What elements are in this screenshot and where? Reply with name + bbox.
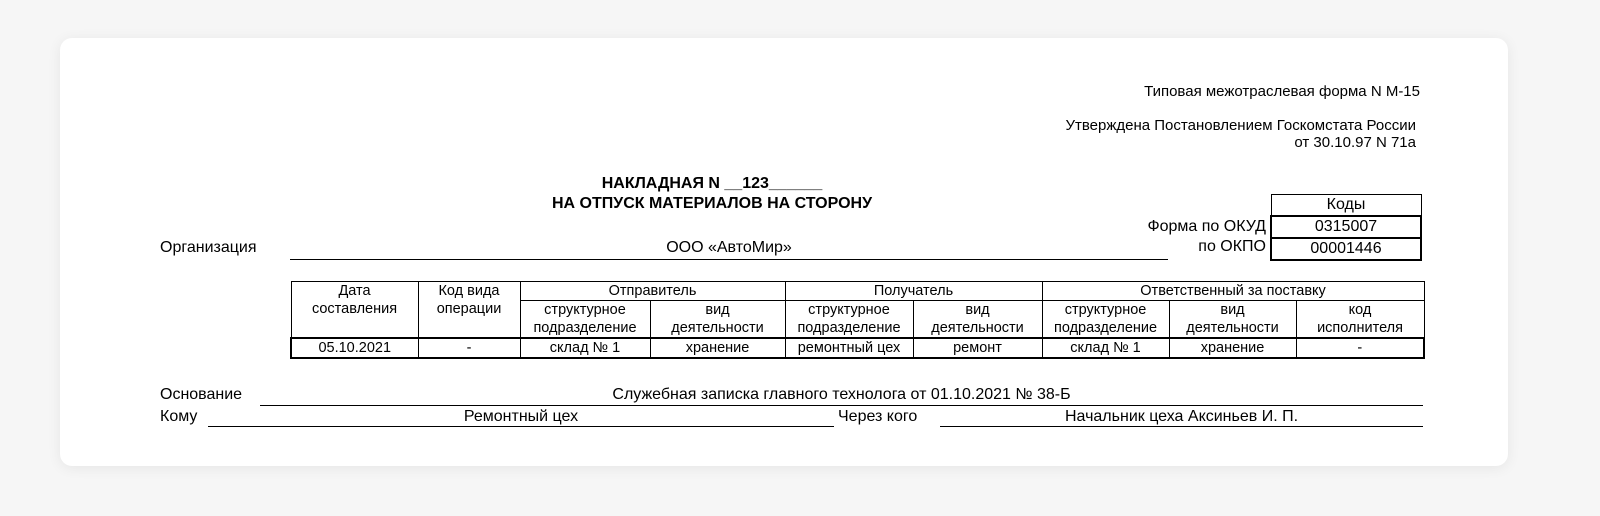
col-date-header: Дата составления bbox=[291, 282, 418, 339]
approval-line-1: Утверждена Постановлением Госкомстата России bbox=[1065, 117, 1416, 134]
via-underline bbox=[940, 426, 1423, 427]
to-value: Ремонтный цех bbox=[463, 408, 579, 425]
to-label: Кому bbox=[160, 408, 198, 425]
approval-line-2: от 30.10.97 N 71а bbox=[1294, 134, 1416, 151]
okud-label: Форма по ОКУД bbox=[1147, 218, 1266, 235]
organization-label: Организация bbox=[160, 239, 257, 256]
codes-header: Коды bbox=[1271, 195, 1421, 217]
basis-underline bbox=[260, 405, 1423, 406]
invoice-title-line1: НАКЛАДНАЯ N __123______ bbox=[601, 175, 823, 192]
form-type-text: Типовая межотраслевая форма N М-15 bbox=[1144, 83, 1420, 100]
cell-date: 05.10.2021 bbox=[291, 338, 418, 358]
resp-exec-header: код исполнителя bbox=[1296, 301, 1424, 339]
cell-resp-exec: - bbox=[1296, 338, 1424, 358]
cell-resp-unit: склад № 1 bbox=[1042, 338, 1169, 358]
group-receiver-header: Получатель bbox=[785, 282, 1042, 301]
resp-unit-header: структурное подразделение bbox=[1042, 301, 1169, 339]
invoice-table bbox=[290, 281, 1425, 359]
group-responsible-header: Ответственный за поставку bbox=[1042, 282, 1424, 301]
cell-opcode: - bbox=[418, 338, 520, 358]
col-opcode-header: Код вида операции bbox=[418, 282, 520, 339]
via-value: Начальник цеха Аксиньев И. П. bbox=[1064, 408, 1299, 425]
okpo-label: по ОКПО bbox=[1198, 238, 1266, 255]
table-row bbox=[291, 338, 1424, 358]
sender-unit-header: структурное подразделение bbox=[520, 301, 650, 339]
receiver-unit-header: структурное подразделение bbox=[785, 301, 913, 339]
codes-table bbox=[1270, 194, 1422, 261]
basis-label: Основание bbox=[160, 386, 243, 403]
cell-resp-activity: хранение bbox=[1169, 338, 1296, 358]
receiver-activity-header: вид деятельности bbox=[913, 301, 1042, 339]
group-sender-header: Отправитель bbox=[520, 282, 785, 301]
cell-receiver-activity: ремонт bbox=[913, 338, 1042, 358]
organization-underline bbox=[290, 259, 1168, 260]
organization-value: ООО «АвтоМир» bbox=[666, 239, 792, 256]
via-label: Через кого bbox=[838, 408, 918, 425]
basis-value: Служебная записка главного технолога от 01.10.2021 № 38-Б bbox=[612, 386, 1071, 403]
okud-value: 0315007 bbox=[1271, 216, 1421, 238]
okpo-value: 00001446 bbox=[1271, 238, 1421, 260]
resp-activity-header: вид деятельности bbox=[1169, 301, 1296, 339]
to-underline bbox=[208, 426, 834, 427]
sender-activity-header: вид деятельности bbox=[650, 301, 785, 339]
cell-sender-activity: хранение bbox=[650, 338, 785, 358]
cell-sender-unit: склад № 1 bbox=[520, 338, 650, 358]
invoice-title-line2: НА ОТПУСК МАТЕРИАЛОВ НА СТОРОНУ bbox=[551, 195, 873, 212]
cell-receiver-unit: ремонтный цех bbox=[785, 338, 913, 358]
